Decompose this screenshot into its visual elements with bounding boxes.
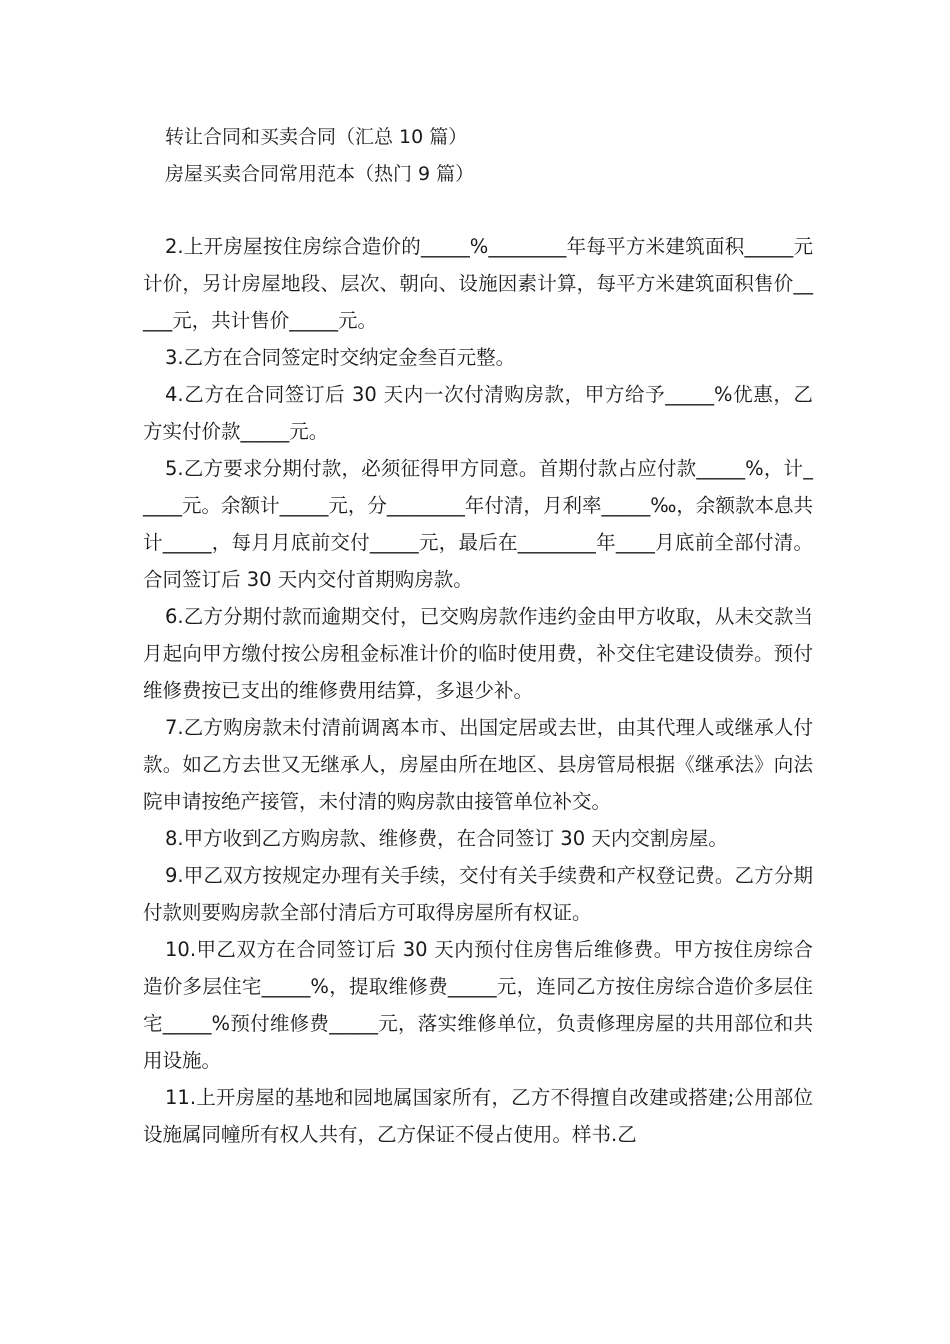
clause-6: 6.乙方分期付款而逾期交付，已交购房款作违约金由甲方收取，从未交款当月起向甲方缴付按公房租金标准计价的临时使用费，补交住宅建设债券。预付维修费按已支出的维修费用结算，多退少补。 [143,605,813,702]
clause-10: 10.甲乙双方在合同签订后 30 天内预付住房售后维修费。甲方按住房综合造价多层住宅_____%，提取维修费_____元，连同乙方按住房综合造价多层住宅_____%预付维修费_____元，落实维修单位，负责修理房屋的共用部位和共用设施。 [143,938,813,1072]
clause-7: 7.乙方购房款未付清前调离本市、出国定居或去世，由其代理人或继承人付款。如乙方去世又无继承人，房屋由所在地区、县房管局根据《继承法》向法院申请按绝产接管，未付清的购房款由接管单位补交。 [143,716,813,813]
clause-2: 2.上开房屋按住房综合造价的_____%________年每平方米建筑面积_____元计价，另计房屋地段、层次、朝向、设施因素计算，每平方米建筑面积售价_____元，共计售价_____元。 [143,235,813,332]
clause-5: 5.乙方要求分期付款，必须征得甲方同意。首期付款占应付款_____%，计_____元。余额计_____元，分________年付清，月利率_____‰，余额款本息共计_____，每月月底前交付_____元，最后在________年____月底前全部付清。合同签订后 30 天内交付首期购房款。 [143,457,813,591]
document-title-2: 房屋买卖合同常用范本（热门 9 篇） [165,163,475,185]
clause-3: 3.乙方在合同签定时交纳定金叁百元整。 [165,346,516,369]
clause-11: 11.上开房屋的基地和园地属国家所有，乙方不得擅自改建或搭建;公用部位设施属同幢所有权人共有，乙方保证不侵占使用。样书.乙 [143,1086,813,1146]
document-title-1: 转让合同和买卖合同（汇总 10 篇） [165,126,468,148]
clause-9: 9.甲乙双方按规定办理有关手续，交付有关手续费和产权登记费。乙方分期付款则要购房款全部付清后方可取得房屋所有权证。 [143,864,813,924]
contract-body [143,228,813,1153]
clause-8: 8.甲方收到乙方购房款、维修费，在合同签订 30 天内交割房屋。 [165,827,728,850]
clause-4: 4.乙方在合同签订后 30 天内一次付清购房款，甲方给予_____%优惠，乙方实付价款_____元。 [143,383,813,443]
